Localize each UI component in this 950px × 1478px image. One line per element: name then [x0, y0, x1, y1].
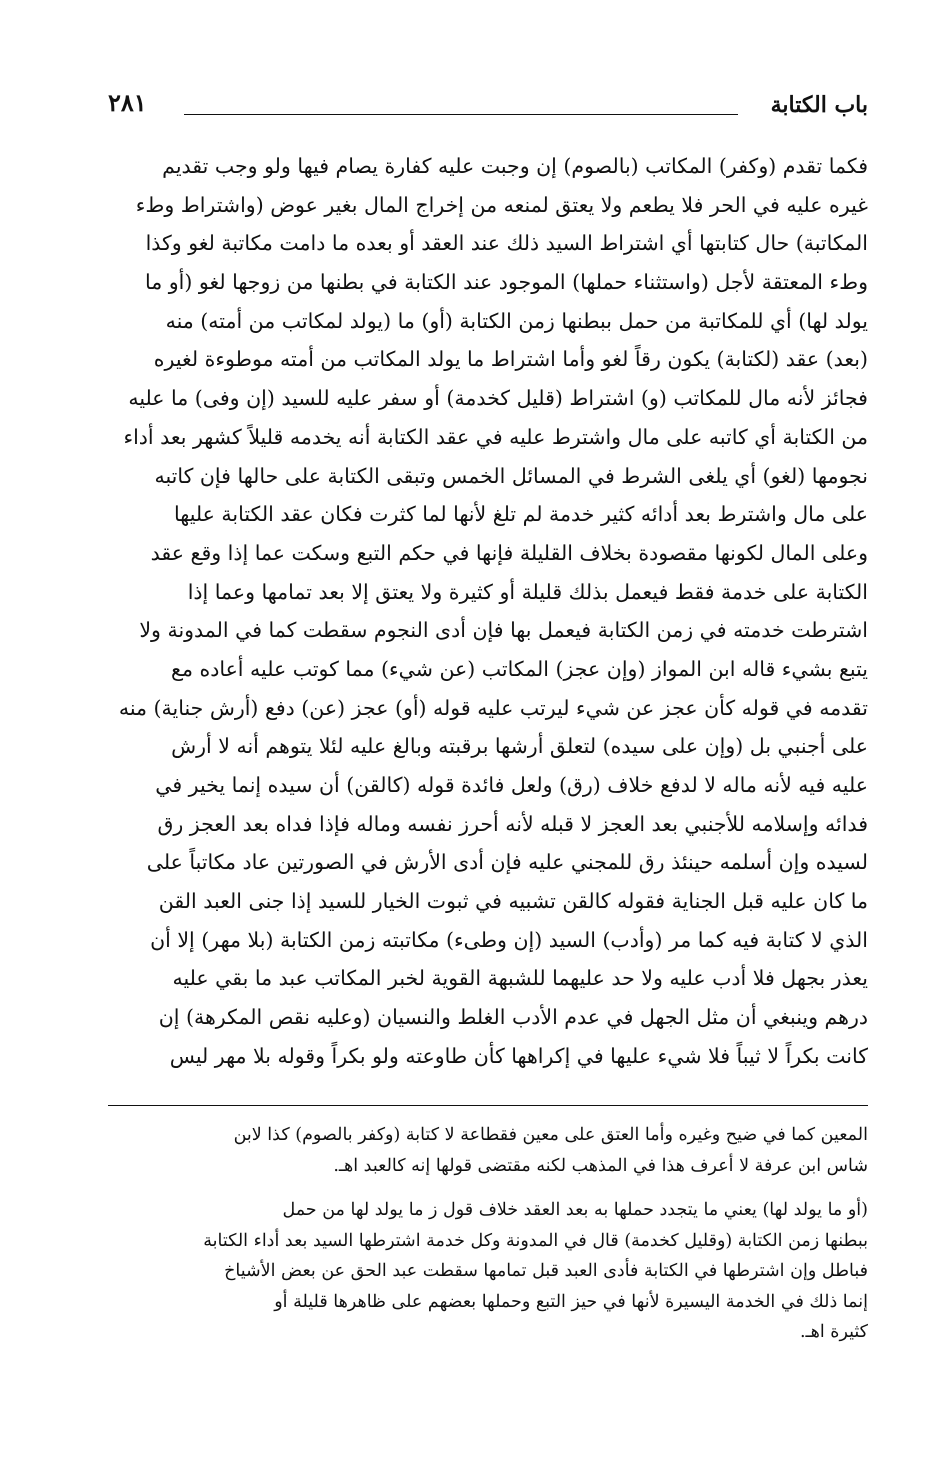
- text-line: اشترطت خدمته في زمن الكتابة فيعمل بها فإن أدى النجوم سقطت كما في المدونة ولا: [139, 618, 868, 643]
- text-line: يتبع بشيء قاله ابن المواز (وإن عجز) المكاتب (عن شيء) مما كوتب عليه أعاده مع: [171, 656, 868, 681]
- main-text-block: [108, 147, 868, 1076]
- chapter-title: باب الكتابة: [770, 92, 868, 118]
- note-gap: [108, 1181, 868, 1195]
- note-line: كثيرة اهـ.: [799, 1322, 868, 1342]
- text-line: على مال واشترط بعد أدائه كثير خدمة لم تلغ لأنها لما كثرت فكان عقد الكتابة عليها: [174, 502, 868, 527]
- text-line: على أجنبي بل (وإن على سيده) لتعلق أرشها برقبته وبالغ عليه لئلا يتوهم أنه لا أرش: [171, 734, 868, 759]
- text-line: درهم وينبغي أن مثل الجهل في عدم الأدب الغلط والنسيان (وعليه نقص المكرهة) إن: [158, 1005, 868, 1030]
- note-line: شاس ابن عرفة لا أعرف هذا في المذهب لكنه مقتضى قولها إنه كالعبد اهـ.: [333, 1155, 868, 1176]
- footnotes-block: [108, 1120, 868, 1348]
- text-line: الكتابة على خدمة فقط فيعمل بذلك قليلة أو كثيرة ولا يعتق إلا بعد تمامها وعما إذا: [187, 579, 868, 604]
- text-line: فكما تقدم (وكفر) المكاتب (بالصوم) إن وجبت عليه كفارة يصام فيها ولو وجب تقديم: [162, 154, 868, 178]
- text-line: وعلى المال لكونها مقصودة بخلاف القليلة فإنها في حكم التبع وسكت عما إذا وقع عقد: [150, 540, 868, 565]
- text-line: يولد لها) أي للمكاتبة من حمل ببطنها زمن الكتابة (أو) ما (يولد لمكاتب من أمته) منه: [165, 308, 868, 333]
- text-line: المكاتبة) حال كتابتها أي اشتراط السيد ذلك عند العقد أو بعده ما دامت مكاتبة لغو وكذا: [145, 231, 868, 256]
- text-line: تقدمه في قوله كأن عجز عن شيء ليرتب عليه قوله (أو) عجز (عن) دفع (أرش جناية) منه: [118, 695, 868, 720]
- footnote-divider: [108, 1105, 868, 1106]
- text-line: يعذر بجهل فلا أدب عليه ولا حد عليهما للشبهة القوية لخبر المكاتب عبد ما بقي عليه: [172, 966, 868, 991]
- text-line: ما كان عليه قبل الجناية فقوله كالقن تشبيه في ثبوت الخيار للسيد إذا جنى العبد القن: [158, 889, 868, 914]
- text-line: (بعد) عقد (لكتابة) يكون رقاً لغو وأما اشتراط ما يولد المكاتب من أمته موطوءة لغيره: [153, 347, 868, 372]
- note-line: ببطنها زمن الكتابة (وقليل كخدمة) قال في المدونة وكل خدمة اشترطها السيد بعد أداء الكتابة: [203, 1230, 868, 1251]
- note-line: (أو ما يولد لها) يعني ما يتجدد حملها به بعد العقد خلاف قول ز ما يولد لها من حمل: [282, 1200, 868, 1220]
- page-header: [108, 88, 868, 128]
- page-number: ٢٨١: [108, 88, 147, 117]
- text-line: الذي لا كتابة فيه كما مر (وأدب) السيد (إن وطىء) مكاتبته زمن الكتابة (بلا مهر) إلا أن: [150, 927, 868, 952]
- text-line: فدائه وإسلامه للأجنبي بعد العجز لا قبله لأنه أحرز نفسه وماله فإذا فداه بعد العجز رق: [157, 811, 868, 836]
- header-rule: [184, 114, 738, 115]
- text-line: كانت بكراً لا ثيباً فلا شيء عليها في إكراهها كأن طاوعته ولو بكراً وقوله بلا مهر ليس: [169, 1043, 868, 1068]
- text-line: فجائز لأنه مال للمكاتب (و) اشتراط (قليل كخدمة) أو سفر عليه للسيد (إن وفى) ما عليه: [128, 386, 868, 411]
- text-line: غيره عليه في الحر فلا يطعم ولا يعتق لمنعه من إخراج المال بغير عوض (واشتراط وطء: [135, 192, 868, 217]
- text-line: عليه فيه لأنه ماله لا لدفع خلاف (رق) ولعل فائدة قوله (كالقن) أن سيده إنما يخير في: [155, 773, 868, 797]
- text-line: من الكتابة أي كاتبه على مال واشترط عليه في عقد الكتابة أنه يخدمه قليلاً كشهر بعد أداء: [123, 424, 868, 449]
- note-line: فباطل وإن اشترطها في الكتابة فأدى العبد قبل تمامها سقطت عبد الحق عن بعض الأشياخ: [224, 1261, 868, 1281]
- note-line: المعين كما في ضيح وغيره وأما العتق على معين فقطاعة لا كتابة (وكفر بالصوم) كذا لابن: [233, 1125, 868, 1145]
- note-line: إنما ذلك في الخدمة اليسيرة لأنها في حيز التبع وحملها بعضهم على ظاهرها قليلة أو: [274, 1291, 868, 1312]
- text-line: نجومها (لغو) أي يلغى الشرط في المسائل الخمس وتبقى الكتابة على حالها فإن كاتبه: [154, 463, 868, 488]
- text-line: لسيده وإن أسلمه حينئذ رق للمجني عليه فإن أدى الأرش في الصورتين عاد مكاتباً على: [146, 850, 868, 875]
- text-line: وطء المعتقة لأجل (واستثناء حملها) الموجود عند الكتابة في بطنها من زوجها لغو (أو ما: [145, 270, 868, 295]
